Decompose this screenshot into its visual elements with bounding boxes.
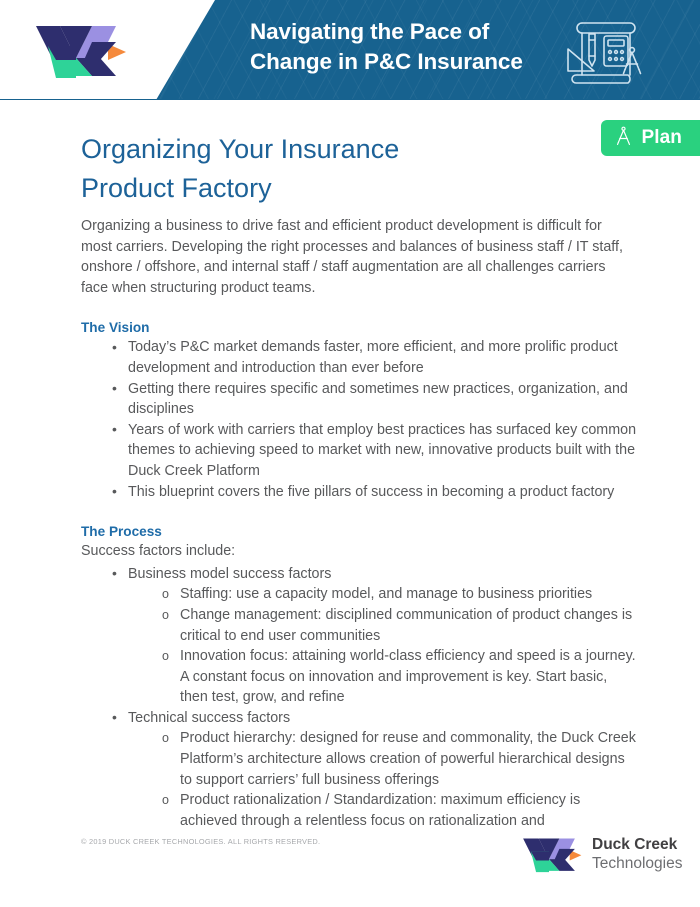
blueprint-drafting-icon xyxy=(562,14,648,86)
header-banner xyxy=(0,0,700,100)
list-item: • Getting there requires specific and sometimes new practices, organization, and disciplines xyxy=(112,379,638,420)
list-item-label: Technical success factors xyxy=(128,709,291,726)
vision-bullet-list xyxy=(0,337,700,502)
copyright-text: © 2019 DUCK CREEK TECHNOLOGIES. ALL RIGHTS RESERVED. xyxy=(81,837,321,846)
list-item xyxy=(112,708,638,832)
list-item: • Years of work with carriers that employ best practices has surfaced key common themes to achieving speed to market with new, innovative products built with the Duck Creek Platform xyxy=(112,420,638,482)
list-item: • Today’s P&C market demands faster, more efficient, and more prolific product development and introduction than ever before xyxy=(112,337,638,378)
page-footer xyxy=(0,829,700,907)
sub-list-item: o Change management: disciplined communication of product changes is critical to end user communities xyxy=(162,605,638,646)
sub-list-item: o Product hierarchy: designed for reuse and commonality, the Duck Creek Platform’s architecture allows creation of powerful hierarchical designs to support carriers’ full business offerings xyxy=(162,728,638,790)
page-title-line1: Organizing Your Insurance xyxy=(81,134,400,164)
business-sub-list xyxy=(128,584,638,708)
page-title xyxy=(81,130,561,208)
section-heading-process: The Process xyxy=(81,524,162,540)
banner-title-line1: Navigating the Pace of xyxy=(250,19,490,44)
sub-list-item: o Product rationalization / Standardization: maximum efficiency is achieved through a relentless focus on rationalization and xyxy=(162,790,638,831)
duck-creek-logo-icon xyxy=(513,832,585,876)
list-item-label: Business model success factors xyxy=(128,565,332,582)
banner-title xyxy=(250,17,550,77)
list-item xyxy=(112,564,638,708)
duck-creek-wordmark xyxy=(592,835,682,873)
intro-paragraph: Organizing a business to drive fast and efficient product development is difficult for most carriers. Developing the right processes and balances of business staff / IT staff, onshore / offshore, and internal staff / staff augmentation are all challenges carriers face when structuring product teams. xyxy=(81,218,623,296)
banner-title-line2: Change in P&C Insurance xyxy=(250,49,523,74)
process-lead-in: Success factors include: xyxy=(81,543,236,560)
wordmark-line2: Technologies xyxy=(592,855,683,872)
page-title-line2: Product Factory xyxy=(81,173,272,203)
plan-badge-label: Plan xyxy=(641,127,682,148)
duck-creek-logo-icon xyxy=(22,16,130,84)
section-heading-vision: The Vision xyxy=(81,320,150,336)
wordmark-line1: Duck Creek xyxy=(592,836,678,853)
sub-list-item: o Staffing: use a capacity model, and manage to business priorities xyxy=(162,584,638,605)
list-item: • This blueprint covers the five pillars of success in becoming a product factory xyxy=(112,482,638,503)
technical-sub-list xyxy=(128,728,638,831)
document-body xyxy=(0,100,700,831)
sub-list-item: o Innovation focus: attaining world-class efficiency and speed is a journey. A constant focus on innovation and improvement is key. Start basic, then test, grow, and refine xyxy=(162,646,638,708)
process-bullet-list xyxy=(0,564,700,832)
